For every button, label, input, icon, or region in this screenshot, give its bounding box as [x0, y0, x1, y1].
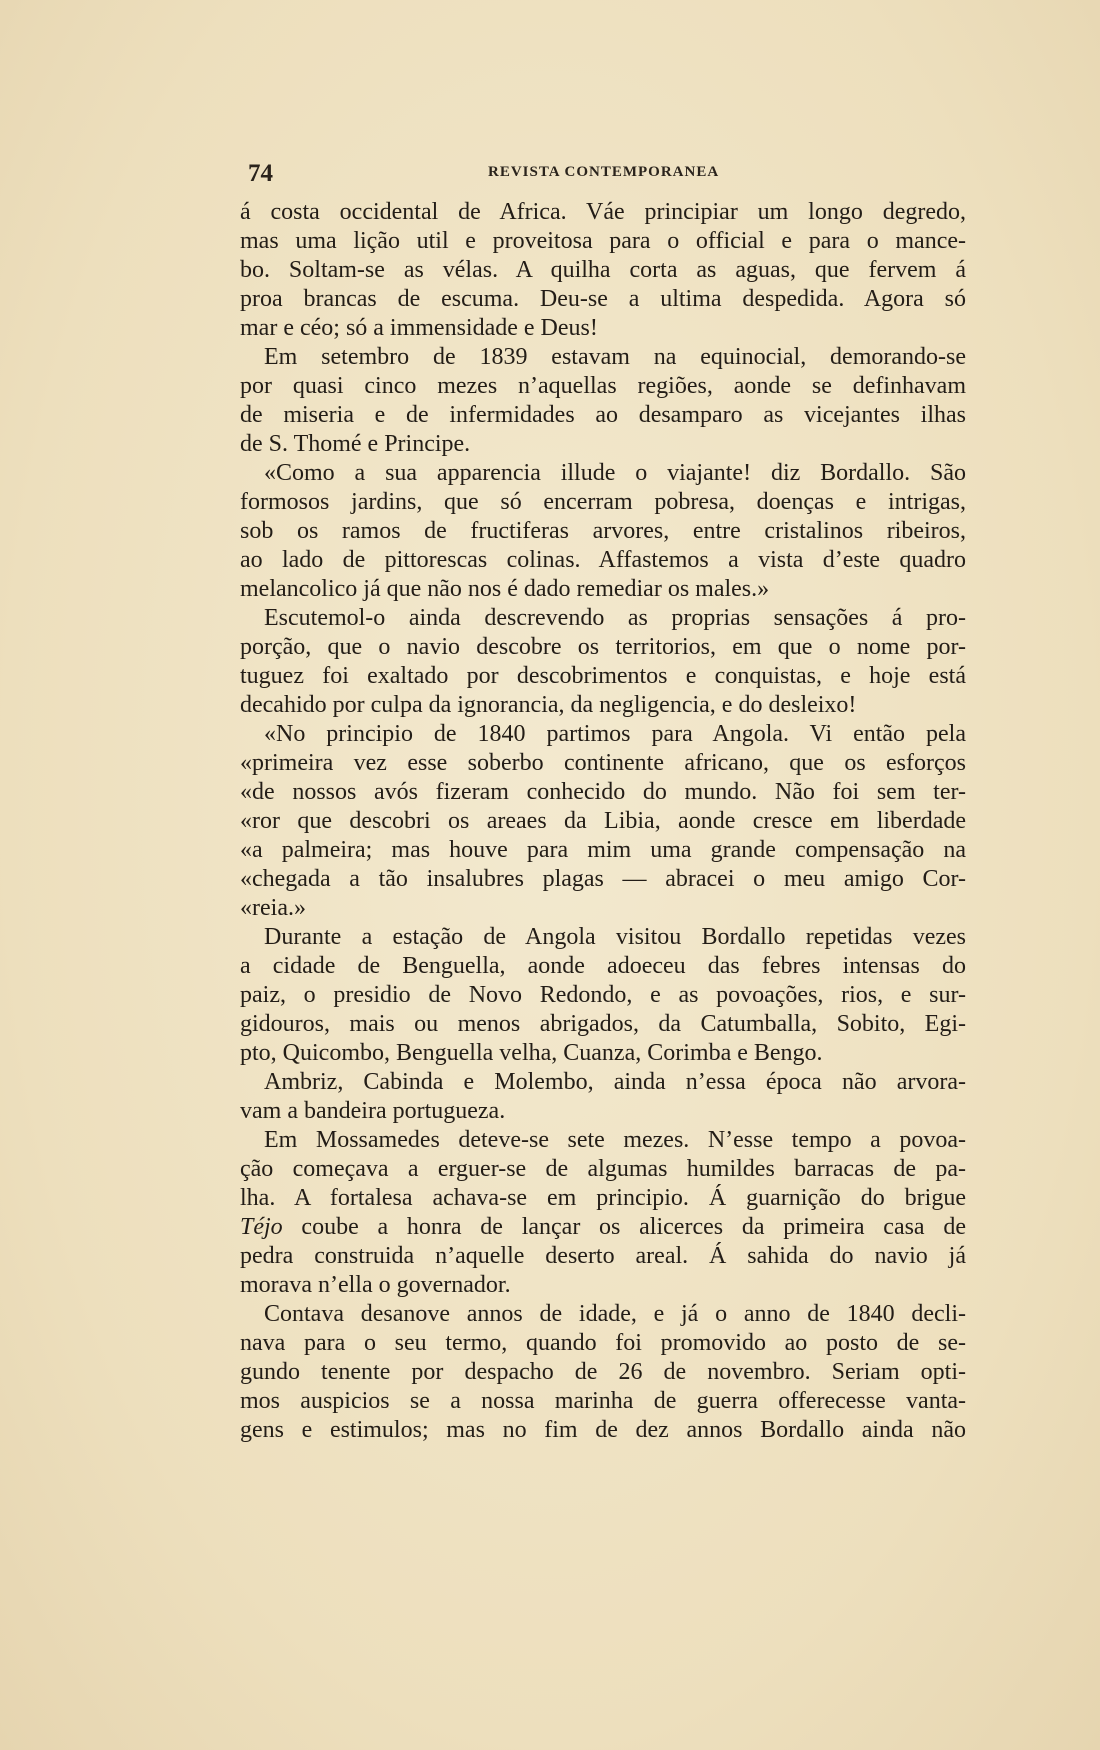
text-line: decahido por culpa da ignorancia, da negligencia, e do desleixo!: [240, 692, 857, 718]
text-line: por quasi cinco mezes n’aquellas regiões, aonde se definhavam: [240, 373, 966, 399]
text-line: de S. Thomé e Principe.: [240, 431, 471, 457]
text-line: ao lado de pittorescas colinas. Affastemos a vista d’este quadro: [240, 547, 966, 573]
text-line: «de nossos avós fizeram conhecido do mundo. Não foi sem ter-: [240, 779, 966, 805]
text-line: Téjo coube a honra de lançar os alicerces da primeira casa de: [240, 1214, 966, 1240]
text-line: tuguez foi exaltado por descobrimentos e conquistas, e hoje está: [240, 663, 966, 689]
text-line: lha. A fortalesa achava-se em principio. Á guarnição do brigue: [240, 1185, 966, 1211]
text-line: «ror que descobri os areaes da Libia, aonde cresce em liberdade: [240, 808, 966, 834]
paragraph: [240, 1126, 966, 1300]
paragraph: [240, 343, 966, 459]
text-line: de miseria e de infermidades ao desamparo as vicejantes ilhas: [240, 402, 966, 428]
page-number: 74: [248, 160, 273, 187]
text-line: pedra construida n’aquelle deserto areal. Á sahida do navio já: [240, 1243, 966, 1269]
text-line: porção, que o navio descobre os territorios, em que o nome por-: [240, 634, 966, 660]
text-line: Escutemol-o ainda descrevendo as proprias sensações á pro-: [264, 605, 966, 631]
text-line: vam a bandeira portugueza.: [240, 1098, 506, 1124]
text-line: «chegada a tão insalubres plagas — abracei o meu amigo Cor-: [240, 866, 966, 892]
text-line: mar e céo; só a immensidade e Deus!: [240, 315, 598, 341]
text-line: «primeira vez esse soberbo continente africano, que os esforços: [240, 750, 966, 776]
paragraph: [240, 198, 966, 343]
text-line: Durante a estação de Angola visitou Bordallo repetidas vezes: [264, 924, 966, 950]
paragraph: [240, 720, 966, 923]
text-line: sob os ramos de fructiferas arvores, entre cristalinos ribeiros,: [240, 518, 966, 544]
text-line: formosos jardins, que só encerram pobresa, doenças e intrigas,: [240, 489, 966, 515]
page-header: [248, 160, 968, 190]
text-line: gidouros, mais ou menos abrigados, da Catumballa, Sobito, Egi-: [240, 1011, 966, 1037]
text-line: gens e estimulos; mas no fim de dez annos Bordallo ainda não: [240, 1417, 966, 1443]
text-line: Em Mossamedes deteve-se sete mezes. N’esse tempo a povoa-: [264, 1127, 966, 1153]
paragraph: [240, 604, 966, 720]
text-line: a cidade de Benguella, aonde adoeceu das febres intensas do: [240, 953, 966, 979]
paragraph: [240, 923, 966, 1068]
paragraph: [240, 1068, 966, 1126]
text-line: «No principio de 1840 partimos para Angola. Vi então pela: [264, 721, 966, 747]
text-line: nava para o seu termo, quando foi promovido ao posto de se-: [240, 1330, 966, 1356]
text-line: proa brancas de escuma. Deu-se a ultima despedida. Agora só: [240, 286, 966, 312]
text-line: pto, Quicombo, Benguella velha, Cuanza, Corimba e Bengo.: [240, 1040, 823, 1066]
text-line: «a palmeira; mas houve para mim uma grande compensação na: [240, 837, 966, 863]
ship-name: Téjo: [240, 1214, 283, 1240]
text-line: ção começava a erguer-se de algumas humildes barracas de pa-: [240, 1156, 966, 1182]
text-line: Em setembro de 1839 estavam na equinocial, demorando-se: [264, 344, 966, 370]
text-line: á costa occidental de Africa. Váe principiar um longo degredo,: [240, 199, 966, 225]
text-line: gundo tenente por despacho de 26 de novembro. Seriam opti-: [240, 1359, 966, 1385]
paragraph: [240, 459, 966, 604]
text-line: «reia.»: [240, 895, 306, 921]
text-line: Ambriz, Cabinda e Molembo, ainda n’essa época não arvora-: [264, 1069, 966, 1095]
text-line: bo. Soltam-se as vélas. A quilha corta as aguas, que fervem á: [240, 257, 966, 283]
text-line: mas uma lição util e proveitosa para o official e para o mance-: [240, 228, 966, 254]
running-title: REVISTA CONTEMPORANEA: [488, 164, 720, 180]
text-line: melancolico já que não nos é dado remediar os males.»: [240, 576, 770, 602]
text-line: morava n’ella o governador.: [240, 1272, 511, 1298]
paragraph: [240, 1300, 966, 1445]
text-line: mos auspicios se a nossa marinha de guerra offerecesse vanta-: [240, 1388, 966, 1414]
body-text: [240, 198, 966, 1445]
text-line: paiz, o presidio de Novo Redondo, e as povoações, rios, e sur-: [240, 982, 966, 1008]
text-line: Contava desanove annos de idade, e já o anno de 1840 decli-: [264, 1301, 966, 1327]
text-line: «Como a sua apparencia illude o viajante! diz Bordallo. São: [264, 460, 966, 486]
